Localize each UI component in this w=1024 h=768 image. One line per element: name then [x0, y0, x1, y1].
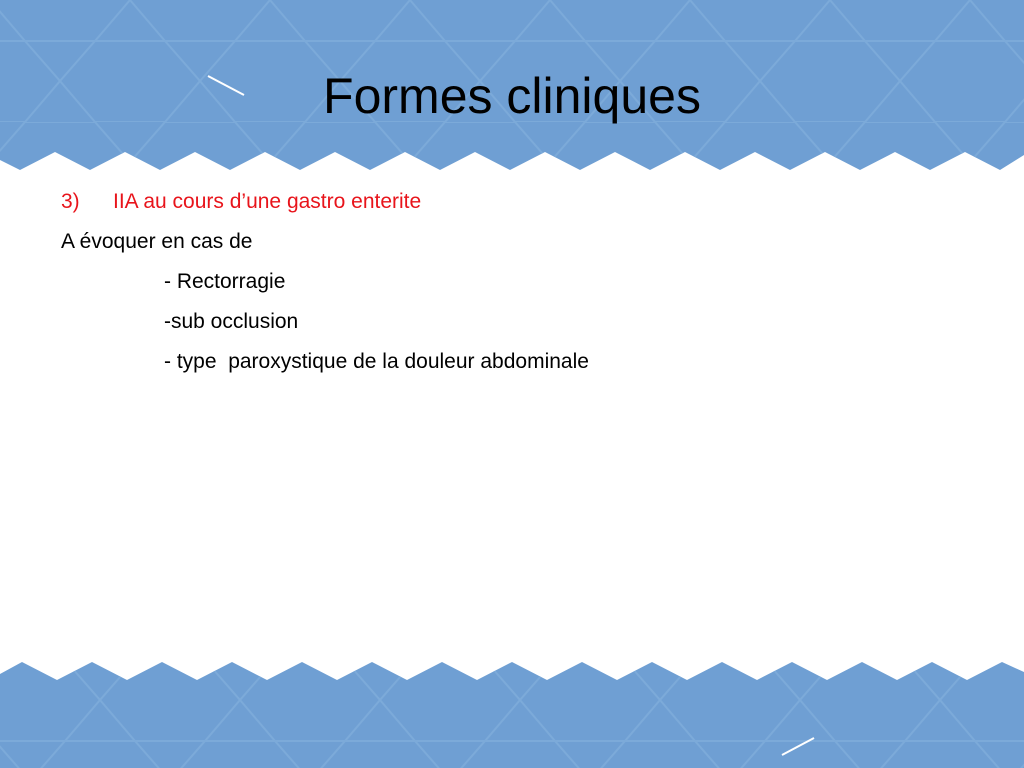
slide-content [61, 186, 961, 386]
list-item: - type paroxystique de la douleur abdominale [164, 350, 589, 373]
slide-title: Formes cliniques [323, 68, 701, 124]
intro-text: A évoquer en cas de [61, 230, 253, 253]
list-item: - Rectorragie [164, 270, 286, 293]
list-item: -sub occlusion [164, 310, 299, 333]
item-text: IIA au cours d’une gastro enterite [113, 190, 422, 213]
item-number: 3) [61, 190, 80, 213]
numbered-item [61, 186, 961, 226]
bottom-hexagon-band [0, 660, 1024, 768]
